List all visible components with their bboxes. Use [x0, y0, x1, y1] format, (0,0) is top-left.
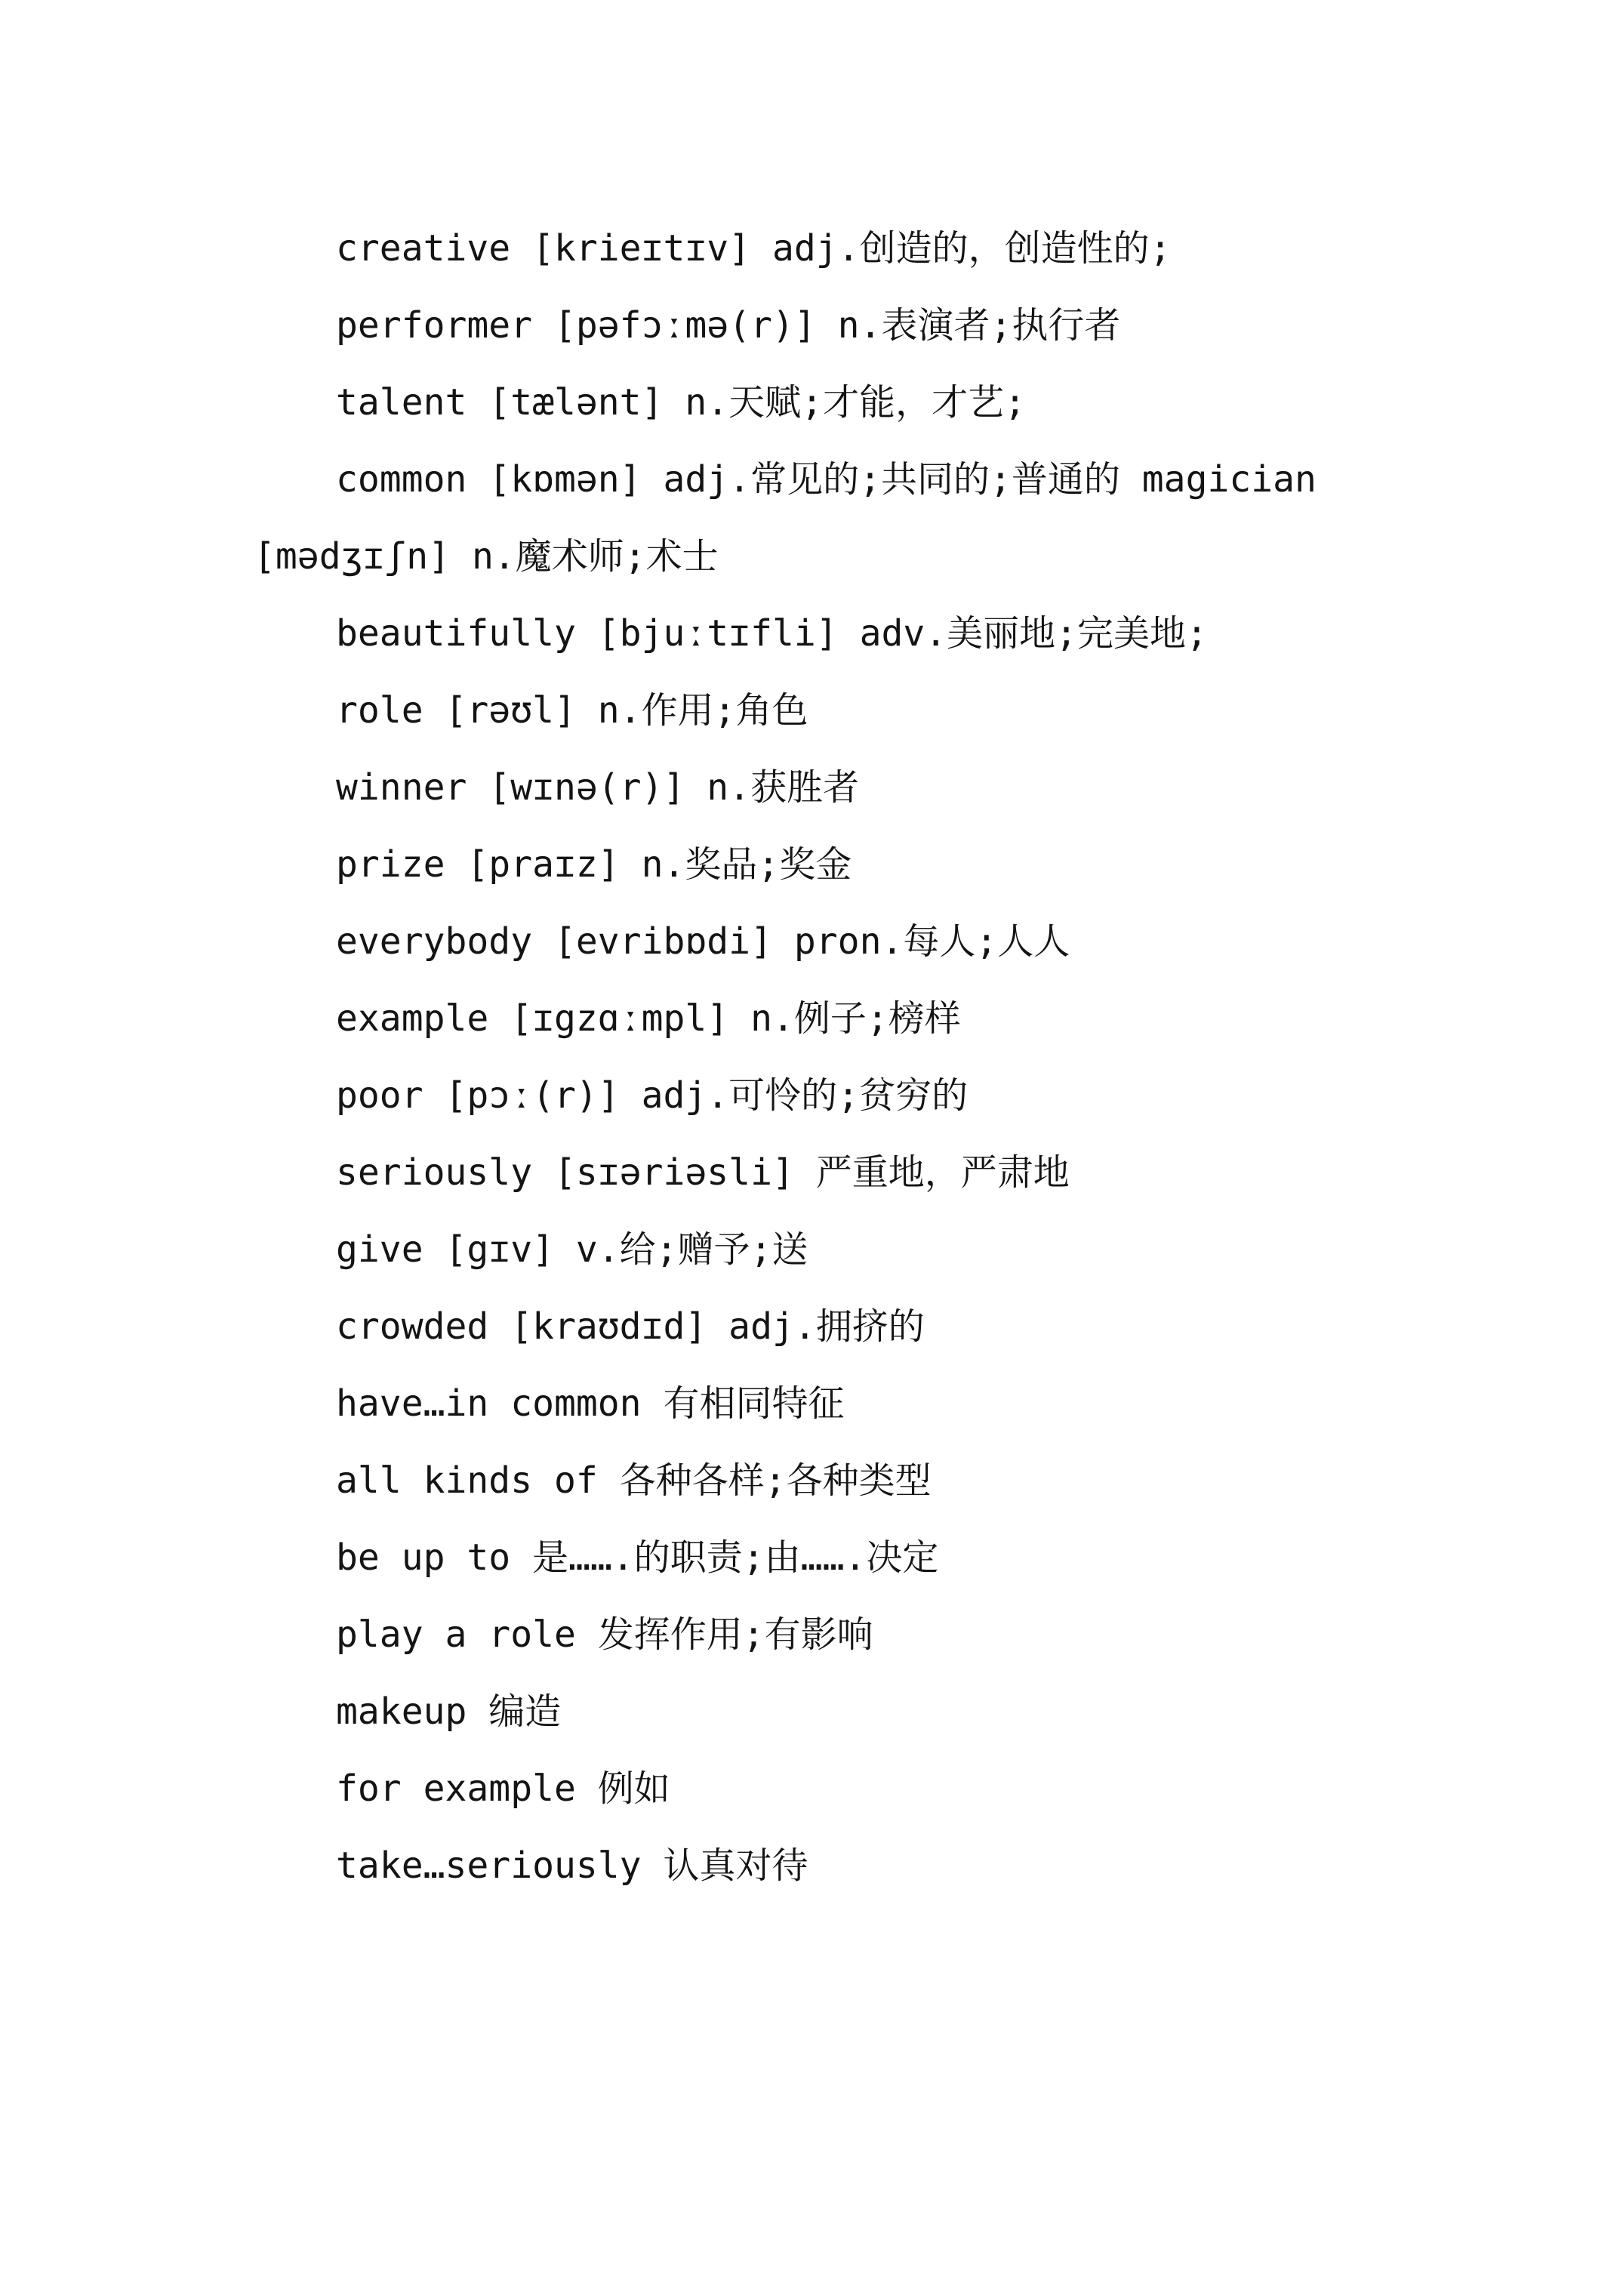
- phrase-take-seriously: take…seriously 认真对待: [336, 1845, 808, 1887]
- phrase-play-a-role: play a role 发挥作用;有影响: [336, 1613, 873, 1656]
- vocab-entry-performer: performer [pəfɔːmə(r)] n.表演者;执行者: [336, 304, 1121, 347]
- vocab-entry-talent: talent [tælənt] n.天赋;才能，才艺;: [336, 381, 1026, 424]
- vocab-entry-give: give [gɪv] v.给;赠予;送: [336, 1228, 808, 1271]
- vocab-entry-magician-continuation: [mədʒɪʃn] n.魔术师;术士: [254, 535, 719, 578]
- vocab-entry-creative: creative [krieɪtɪv] adj.创造的，创造性的;: [336, 227, 1172, 270]
- phrase-for-example: for example 例如: [336, 1767, 670, 1810]
- vocab-entry-seriously: seriously [sɪəriəsli] 严重地，严肃地: [336, 1151, 1070, 1194]
- vocab-entry-poor: poor [pɔː(r)] adj.可怜的;贫穷的: [336, 1074, 969, 1117]
- phrase-makeup: makeup 编造: [336, 1690, 562, 1733]
- vocab-entry-role: role [rəʊl] n.作用;角色: [336, 689, 808, 732]
- vocabulary-list: [254, 210, 1431, 1904]
- vocab-entry-prize: prize [praɪz] n.奖品;奖金: [336, 843, 852, 886]
- vocab-entry-winner: winner [wɪnə(r)] n.获胜者: [336, 766, 860, 809]
- phrase-be-up-to: be up to 是…….的职责;由…….决定: [336, 1536, 939, 1579]
- phrase-all-kinds-of: all kinds of 各种各样;各种类型: [336, 1459, 932, 1502]
- vocab-entry-common: common [kɒmən] adj.常见的;共同的;普通的 magician: [336, 458, 1317, 501]
- vocab-entry-crowded: crowded [kraʊdɪd] adj.拥挤的: [336, 1305, 925, 1348]
- vocab-entry-example: example [ɪgzɑːmpl] n.例子;榜样: [336, 997, 961, 1040]
- vocab-entry-beautifully: beautifully [bjuːtɪfli] adv.美丽地;完美地;: [336, 612, 1208, 655]
- phrase-have-in-common: have…in common 有相同特征: [336, 1382, 845, 1425]
- vocab-entry-everybody: everybody [evribɒdi] pron.每人;人人: [336, 920, 1070, 963]
